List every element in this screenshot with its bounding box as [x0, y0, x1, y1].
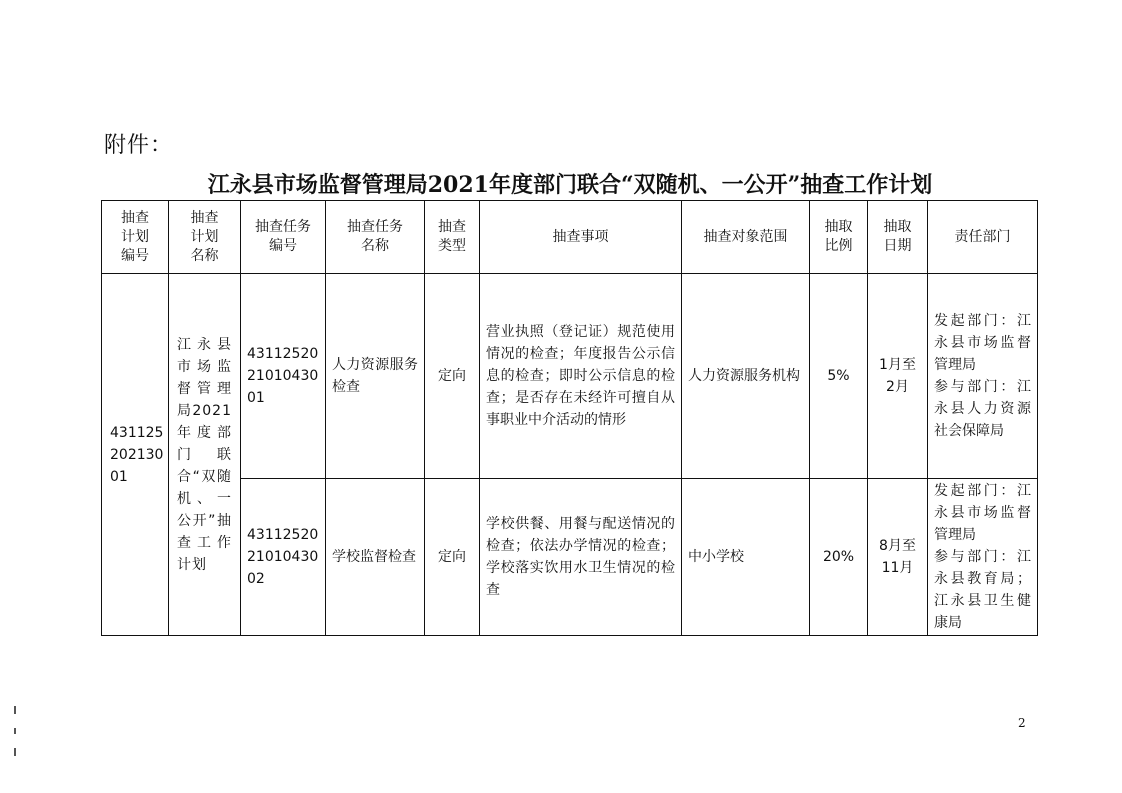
attachment-label: 附件：	[104, 133, 174, 158]
header-target-scope: 抽查对象范围	[682, 201, 810, 274]
ratio-cell: 5%	[810, 274, 868, 479]
date-cell: 1月至 2月	[868, 274, 928, 479]
check-type-cell: 定向	[425, 479, 480, 636]
table-row	[102, 274, 1038, 479]
header-plan-number: 抽查 计划 编号	[102, 201, 169, 274]
task-number-cell: 43112520 21010430 01	[241, 274, 326, 479]
scan-margin-mark	[14, 748, 16, 756]
inspection-plan-table	[101, 200, 1038, 636]
page-number: 2	[1018, 716, 1026, 730]
target-scope-cell: 中小学校	[682, 479, 810, 636]
target-scope-cell: 人力资源服务机构	[682, 274, 810, 479]
departments-cell: 发起部门：江永县市场监督管理局 参与部门：江永县人力资源社会保障局	[928, 274, 1038, 479]
header-check-type: 抽查 类型	[425, 201, 480, 274]
plan-name-cell: 江永县市场监督管理局2021年度部门联合“双随机、一公开”抽查工作计划	[169, 274, 241, 636]
table-row	[102, 479, 1038, 636]
task-name-cell: 人力资源服务检查	[326, 274, 425, 479]
check-type-cell: 定向	[425, 274, 480, 479]
ratio-cell: 20%	[810, 479, 868, 636]
table-header-row	[102, 201, 1038, 274]
departments-cell: 发起部门：江永县市场监督管理局 参与部门：江永县教育局；江永县卫生健康局	[928, 479, 1038, 636]
task-number-cell: 43112520 21010430 02	[241, 479, 326, 636]
header-task-name: 抽查任务 名称	[326, 201, 425, 274]
header-departments: 责任部门	[928, 201, 1038, 274]
header-check-items: 抽查事项	[480, 201, 682, 274]
scan-margin-mark	[14, 728, 16, 734]
document-title: 江永县市场监督管理局2021年度部门联合“双随机、一公开”抽查工作计划	[207, 172, 933, 198]
header-date: 抽取 日期	[868, 201, 928, 274]
header-task-number: 抽查任务 编号	[241, 201, 326, 274]
date-cell: 8月至 11月	[868, 479, 928, 636]
plan-number-cell: 431125 202130 01	[102, 274, 169, 636]
check-items-cell: 营业执照（登记证）规范使用情况的检查；年度报告公示信息的检查；即时公示信息的检查；是否存在未经许可擅自从事职业中介活动的情形	[480, 274, 682, 479]
header-ratio: 抽取 比例	[810, 201, 868, 274]
header-plan-name: 抽查 计划 名称	[169, 201, 241, 274]
scan-margin-mark	[14, 706, 16, 714]
check-items-cell: 学校供餐、用餐与配送情况的检查；依法办学情况的检查；学校落实饮用水卫生情况的检查	[480, 479, 682, 636]
task-name-cell: 学校监督检查	[326, 479, 425, 636]
